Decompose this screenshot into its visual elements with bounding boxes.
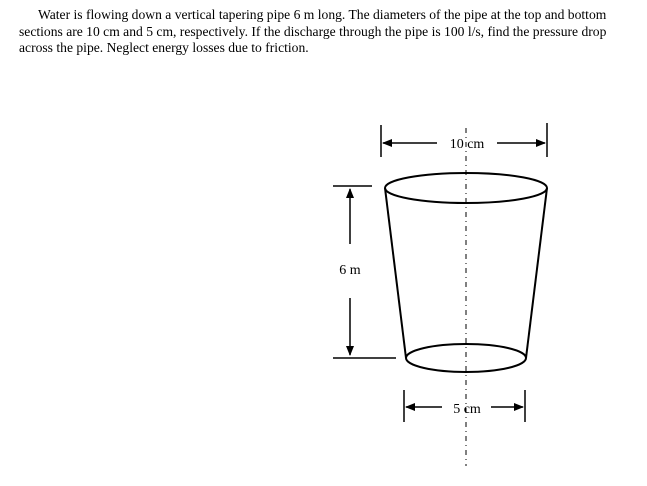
pipe-right-wall (526, 188, 547, 358)
length-label: 6 m (339, 263, 361, 278)
top-diameter-label: 10 cm (449, 137, 485, 152)
pipe-left-wall (385, 188, 406, 358)
bottom-diameter-label: 5 cm (453, 402, 481, 417)
problem-statement: Water is flowing down a vertical tapering pipe 6 m long. The diameters of the pipe at the top and bottom sections are 10 cm and 5 cm, respectively. If the discharge through the pipe is 100 l/s, find the pressure drop across the pipe. Neglect energy losses due to friction. (19, 7, 607, 55)
